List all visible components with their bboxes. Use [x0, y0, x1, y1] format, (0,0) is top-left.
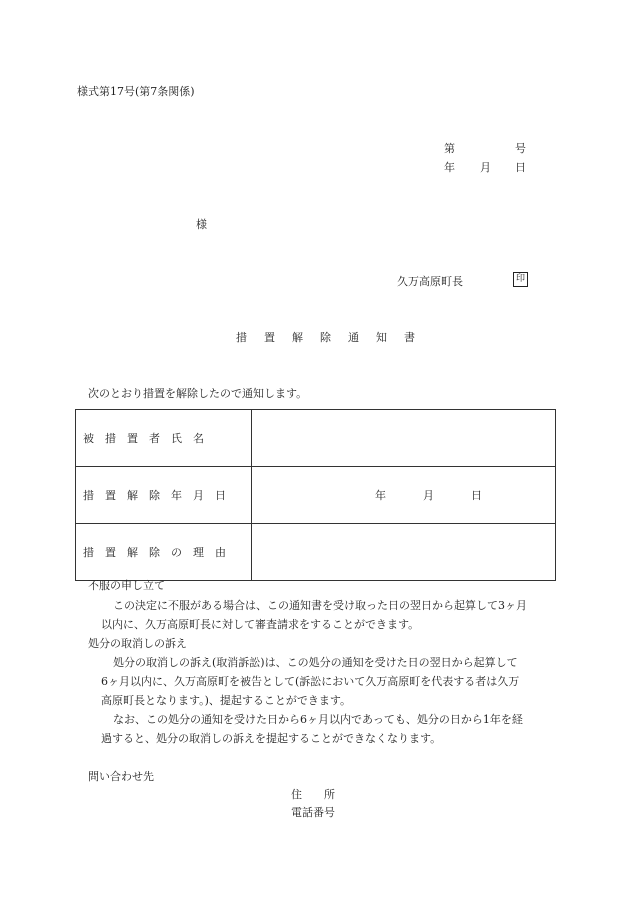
info-table	[75, 409, 556, 581]
objection-text-line: 以内に、久万高原町長に対して審査請求をすることができます。	[101, 618, 420, 631]
issue-date-year: 年	[444, 161, 455, 174]
objection-text-line: この決定に不服がある場合は、この通知書を受け取った日の翌日から起算して3ヶ月	[113, 599, 527, 612]
addressee-honorific: 様	[196, 218, 207, 231]
release-date-day: 日	[471, 489, 482, 502]
document-number-label: 第	[444, 142, 455, 155]
row-label-recipient-name: 被措置者氏名	[76, 410, 252, 467]
contact-heading: 問い合わせ先	[88, 770, 154, 783]
revocation-text-line: 過すると、処分の取消しの訴えを提起することができなくなります。	[101, 732, 442, 745]
intro-text: 次のとおり措置を解除したので通知します。	[88, 387, 308, 400]
revocation-text-line: 6ヶ月以内に、久万高原町を被告として(訴訟において久万高原町を代表する者は久万	[101, 675, 520, 688]
revocation-text-line: 高原町長となります。)、提起することができます。	[101, 694, 352, 707]
row-label-release-reason: 措置解除の理由	[76, 524, 252, 581]
table-row	[76, 410, 556, 467]
document-title: 措置解除通知書	[236, 331, 432, 344]
form-number: 様式第17号(第7条関係)	[77, 85, 195, 98]
row-label-release-date: 措置解除年月日	[76, 467, 252, 524]
release-reason-value	[252, 524, 556, 581]
objection-heading: 不服の申し立て	[88, 579, 165, 592]
issue-date-day: 日	[515, 161, 526, 174]
revocation-text-line: 処分の取消しの訴え(取消訴訟)は、この処分の通知を受けた日の翌日から起算して	[113, 656, 518, 669]
seal-stamp: 印	[513, 272, 528, 287]
release-date-value	[252, 467, 556, 524]
recipient-name-value	[252, 410, 556, 467]
issue-date-month: 月	[480, 161, 491, 174]
issuer-name: 久万高原町長	[397, 275, 463, 288]
document-number-suffix: 号	[515, 142, 526, 155]
release-date-month: 月	[423, 489, 434, 502]
release-date-year: 年	[375, 489, 386, 502]
revocation-heading: 処分の取消しの訴え	[88, 637, 187, 650]
table-row	[76, 467, 556, 524]
table-row	[76, 524, 556, 581]
contact-phone-label: 電話番号	[291, 806, 335, 819]
contact-address-label: 住 所	[291, 788, 335, 801]
revocation-text-line: なお、この処分の通知を受けた日から6ヶ月以内であっても、処分の日から1年を経	[113, 713, 523, 726]
